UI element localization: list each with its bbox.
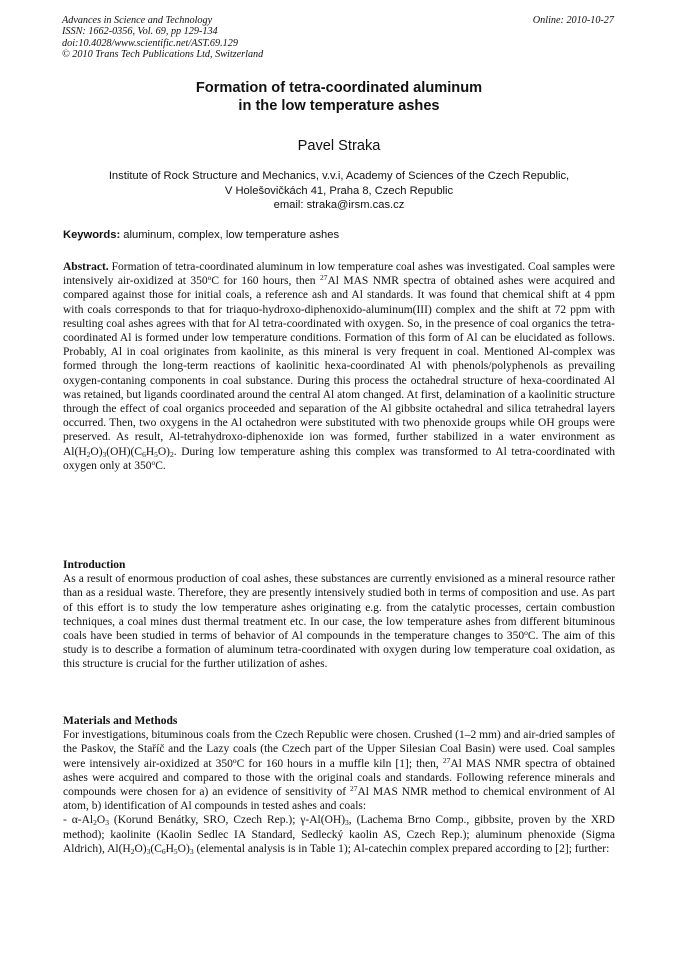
methods-text: , (Lachema Brno Comp., gibbsite, proven by the XRD method); kaolinite (Kaolin Sedlec IA Standard, Sedlecký kaolin AS, Czech Rep.); aluminum phenoxide (Sigma Aldrich), Al(H [63,814,615,855]
subscript: 2 [86,449,91,459]
abstract-label: Abstract. [63,261,109,273]
keywords-label: Keywords: [63,229,121,241]
methods-section [63,714,615,856]
introduction-text: C. The aim of this study is to describe a formation of aluminum tetra-coordinated with oxygen during low temperature coal oxidation, as this structure is crucial for the further utilization of ashes. [63,630,615,671]
degree-sup: o [524,628,528,638]
methods-text: O [96,814,106,827]
methods-paragraph [63,728,615,813]
issn-line: ISSN: 1662-0356, Vol. 69, pp 129-134 [62,26,218,38]
subscript: 2 [93,818,97,828]
affiliation-line-1: Institute of Rock Structure and Mechanics, v.v.i, Academy of Sciences of the Czech Republic, [108,170,570,182]
online-date: Online: 2010-10-27 [532,15,614,26]
methods-text: O) [134,842,147,855]
methods-text: Al MAS NMR spectra of obtained ashes were acquired and compared to those with the original coals and standards. Following reference minerals and compounds were chosen for a) an evidence of sensitivity of [63,757,615,799]
abstract-text: Formation of tetra-coordinated aluminum in low temperature coal ashes was investigated. Coal samples were intensively air-oxidized at 350 [63,261,615,288]
abstract-section [63,260,615,473]
methods-text: (Korund Benátky, SRO, Czech Rep.); γ-Al(OH) [108,814,346,827]
methods-text: C for 160 hours in a muffle kiln [1]; then, [236,757,443,770]
subscript: 5 [154,449,158,459]
affiliation-line-2: V Holešovičkách 41, Praha 8, Czech Republic [224,184,454,197]
abstract-text: . During low temperature ashing this complex was transformed to Al tetra-coordinated with oxygen only at 350 [63,445,615,472]
degree-sup: o [207,273,212,283]
methods-text: For investigations, bituminous coals from the Czech Republic were chosen. Crushed (1–2 mm) and air-dried samples of the Paskov, the Staříč and the Lazy coals (the Czech part of the Upper Silesian Coal Basin) were used. Coal samples were intensively air-oxidized at 350 [63,729,615,770]
subscript: 6 [161,846,166,856]
degree-sup: o [232,755,237,765]
methods-text: Al MAS NMR method to chemical environment of Al atom, b) identification of Al compounds in tested ashes and coals: [63,786,615,813]
subscript: 6 [142,449,146,459]
subscript: 3 [189,846,194,856]
degree-sup: o [151,457,156,467]
keywords-text: aluminum, complex, low temperature ashes [120,229,340,241]
methods-text: (elemental analysis is in Table 1); Al-catechin complex prepared according to [2]; further: [193,842,610,855]
introduction-text: As a result of enormous production of coal ashes, these substances are currently envisioned as a mineral resource rather than as a residual waste. Therefore, they are presently intensively studied both in terms of composition and use. As part of this effort is to study the low temperature ashes originating e.g. from the catalytic processes, certain combustion techniques, a coal mines dust thermal treatment etc. In our case, the low temperature ashes from different bituminous coals have been studied in terms of behavior of Al compounds in the temperature changes to 350 [63,573,615,643]
subscript: 3 [105,818,109,828]
paper-title [0,80,678,115]
abstract-text: O) [90,445,103,458]
subscript: 2 [130,846,135,856]
introduction-paragraph [63,572,615,671]
subscript: 5 [173,846,178,856]
methods-text: - α-Al [63,814,94,827]
subscript: 2 [170,449,174,459]
abstract-text: O) [157,445,171,458]
introduction-section [63,558,615,672]
subscript: 3 [102,449,107,459]
keywords [63,228,615,242]
title-line-2: in the low temperature ashes [238,97,440,114]
isotope-sup: 27 [319,273,328,283]
abstract-text: (OH)(C [106,445,143,458]
introduction-heading: Introduction [63,559,126,571]
affiliation [0,169,678,213]
methods-text: (C [150,842,162,855]
subscript: 3 [345,818,349,828]
journal-name: Advances in Science and Technology [62,15,213,26]
isotope-sup: 27 [442,755,451,765]
isotope-sup: 27 [350,784,358,794]
title-line-1: Formation of tetra-coordinated aluminum [195,80,483,96]
subscript: 3 [146,846,151,856]
methods-text: H [165,842,174,855]
abstract-text: H [145,445,155,458]
abstract-text: C for 160 hours, then [211,275,320,288]
abstract-text: C. [155,459,166,472]
methods-materials-list [63,813,615,856]
methods-heading: Materials and Methods [63,715,178,727]
copyright-line: © 2010 Trans Tech Publications Ltd, Switzerland [62,49,264,61]
author-name: Pavel Straka [297,138,381,154]
methods-text: O) [177,842,190,855]
doi-line: doi:10.4028/www.scientific.net/AST.69.129 [62,37,238,49]
author-email: email: straka@irsm.cas.cz [273,199,405,212]
journal-header [62,15,263,61]
abstract-text: Al MAS NMR spectra of obtained ashes were acquired and compared against those for initial coals, a reference ash and Al standards. It was found that chemical shift at 4 ppm with coals corresponds to that for triaquo-hydroxo-diphenoxido-aluminum(III) complex and the shift at 72 ppm with resulting coal ashes agrees with that for Al tetra-coordinated with oxygen. So, in the presence of coal organics the tetra-coordinated Al is formed under low temperature conditions. Formation of this form of Al can be elucidated as follows. Probably, Al in coal originates from kaolinite, as this mineral is very frequent in coal. Mentioned Al-complex was formed through the long-term reactions of kaolinitic hexa-coordinated Al with phenols/polyphenols as prevailing oxygen-contaning components in coal substance. During this process the octahedral structure of hexa-coordinated Al was retained, but ligands coordinated around the central Al atom changed. At first, delamination of a kaolinitic structure through the effect of coal organics proceeded and separation of the Al gibbsite octahedral and silica tetrahedral layers occurred. Then, two oxygens in the Al octahedron were substituted with two phenoxide groups while OH groups were preserved. As result, Al-tetrahydroxo-diphenoxide ion was formed, further stabilized in a water environment as Al(H [63,275,616,458]
abstract-paragraph [63,260,615,473]
